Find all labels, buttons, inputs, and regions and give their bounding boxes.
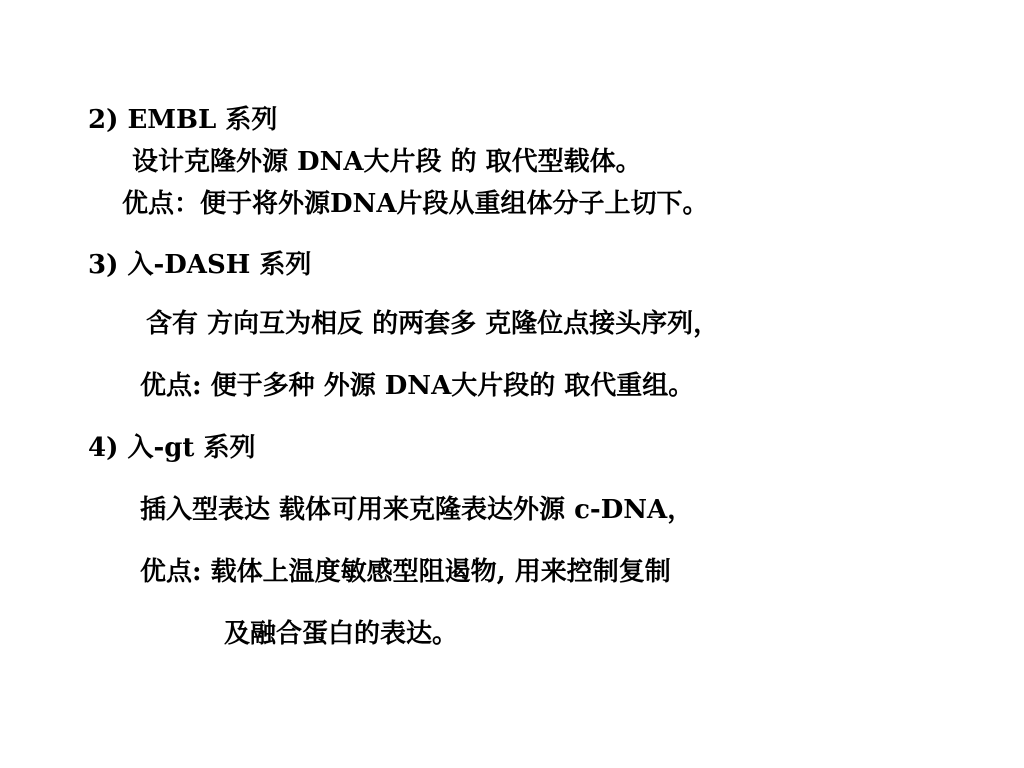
section-advantage-text: 优点：便于将外源DNA片段从重组体分子上切下。: [122, 189, 709, 219]
section-description-text: 含有 方向互为相反 的两套多 克隆位点接头序列，: [146, 309, 720, 339]
section-description-text: 插入型表达 载体可用来克隆表达外源 c-DNA，: [140, 495, 694, 525]
section-heading-gt: [88, 431, 255, 465]
section-heading-embl: [88, 103, 277, 137]
section-advantage-embl: [122, 187, 709, 221]
section-advantage-dash: [140, 369, 694, 403]
section-description-text: 设计克隆外源 DNA大片段 的 取代型载体。: [132, 147, 642, 177]
section-advantage-text: 优点: 载体上温度敏感型阻遏物, 用来控制复制: [140, 557, 671, 587]
section-description-gt: [140, 493, 693, 527]
section-heading-text: 4) 入-gt 系列: [88, 433, 256, 463]
section-advantage-continued-text: 及融合蛋白的表达。: [224, 619, 459, 649]
section-heading-text: 2) EMBL 系列: [88, 105, 278, 135]
section-description-embl: [132, 145, 642, 179]
section-advantage-text: 优点: 便于多种 外源 DNA大片段的 取代重组。: [140, 371, 695, 401]
section-heading-text: 3) 入-DASH 系列: [88, 250, 312, 280]
section-advantage-gt-continued: [224, 617, 458, 651]
section-description-dash: [146, 307, 719, 341]
section-advantage-gt: [140, 555, 671, 589]
section-heading-dash: [88, 248, 311, 282]
